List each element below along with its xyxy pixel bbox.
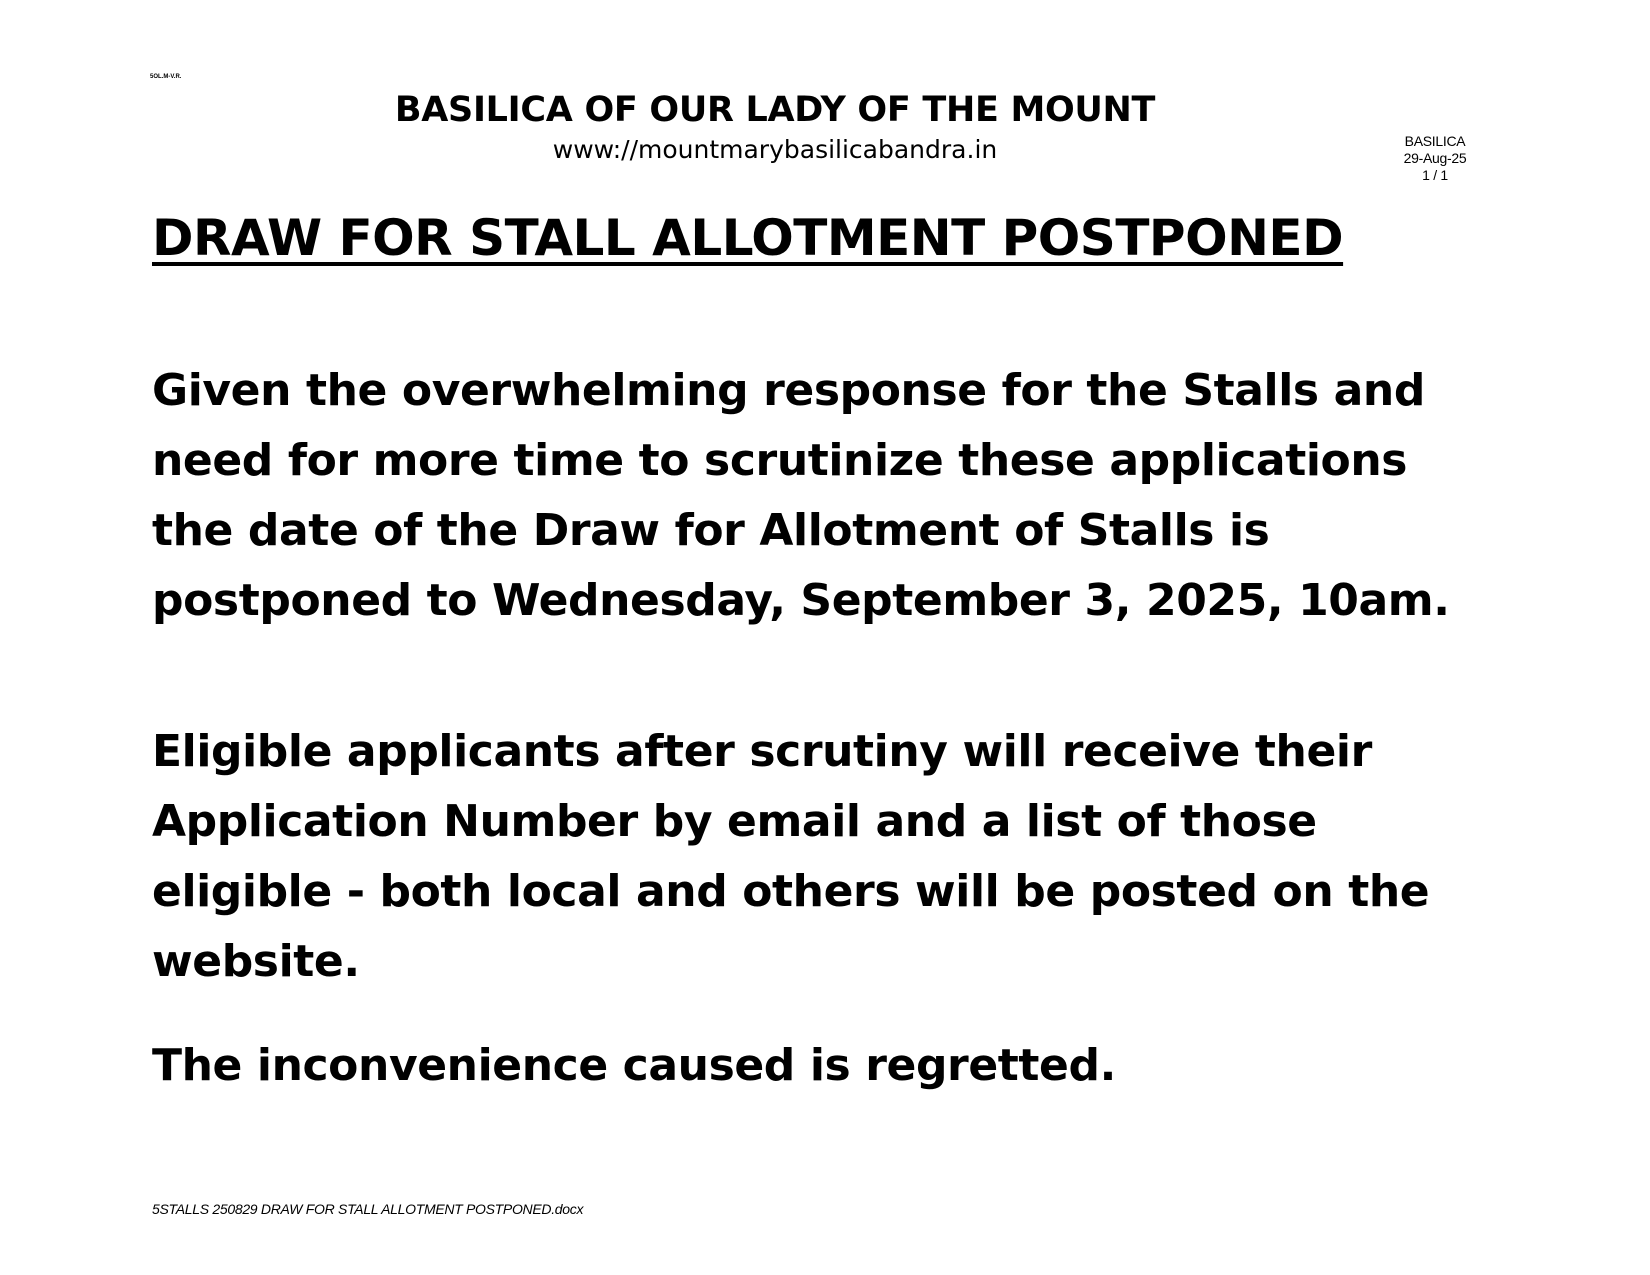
- stamp-label: BASILICA: [1404, 133, 1466, 149]
- paragraph-line: need for more time to scrutinize these applications: [152, 435, 1408, 486]
- eligibility-paragraph: [152, 717, 1429, 997]
- paragraph-line: the date of the Draw for Allotment of Stalls is: [152, 505, 1270, 556]
- paragraph-line: eligible - both local and others will be posted on the: [152, 866, 1430, 917]
- stamp-page-number: 1 / 1: [1422, 167, 1448, 183]
- paragraph-line: Application Number by email and a list of those: [152, 796, 1317, 847]
- organization-name: BASILICA OF OUR LADY OF THE MOUNT: [394, 90, 1156, 130]
- stamp-date: 29-Aug-25: [1403, 150, 1467, 166]
- closing-statement: The inconvenience caused is regretted.: [152, 1040, 1116, 1091]
- organization-website: www://mountmarybasilicabandra.in: [552, 135, 998, 164]
- paragraph-line: Eligible applicants after scrutiny will receive their: [152, 726, 1372, 777]
- paragraph-line: website.: [152, 936, 360, 987]
- corner-reference-mark: 5OL.M-V.R.: [150, 74, 182, 80]
- postponement-paragraph: [152, 356, 1450, 636]
- paragraph-line: Given the overwhelming response for the Stalls and: [152, 365, 1425, 416]
- document-stamp: [1380, 133, 1490, 184]
- footer-filename: 5STALLS 250829 DRAW FOR STALL ALLOTMENT POSTPONED.docx: [152, 1201, 584, 1217]
- notice-title: DRAW FOR STALL ALLOTMENT POSTPONED: [152, 209, 1344, 267]
- paragraph-line: postponed to Wednesday, September 3, 2025, 10am.: [152, 575, 1450, 626]
